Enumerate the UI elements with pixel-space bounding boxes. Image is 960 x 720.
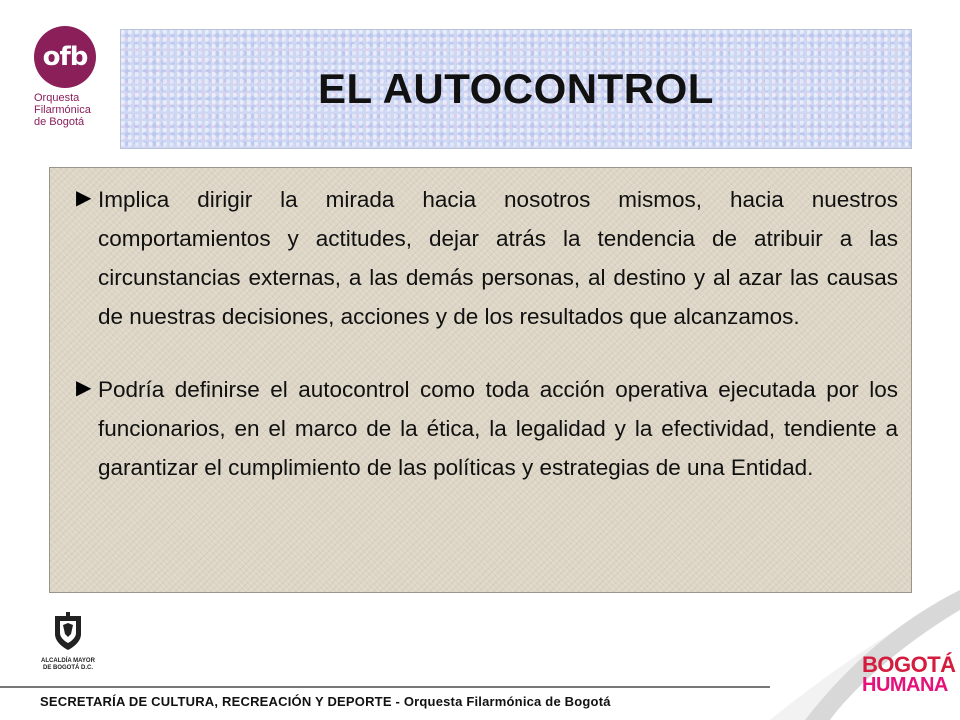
humana-word: HUMANA [862, 674, 948, 696]
footer-divider [0, 686, 770, 688]
bullet-text: Implica dirigir la mirada hacia nosotros mismos, hacia nuestros comportamientos y actitudes, dejar atrás la tendencia de atribuir a las circunstancias externas, a las demás personas, al destino y al azar las causas de nuestras decisiones, acciones y de los resultados que alcanzamos. [98, 187, 898, 329]
right-triangle-icon: ▶ [76, 187, 92, 209]
alcaldia-line1: ALCALDÍA MAYOR [41, 658, 95, 664]
bogota-word: BOGOTÁ [862, 652, 956, 677]
alcaldia-logo [38, 612, 98, 672]
ofb-logo [34, 26, 120, 128]
coat-of-arms-icon [51, 612, 85, 652]
content-panel [49, 167, 912, 593]
slide-title: EL AUTOCONTROL [318, 65, 714, 112]
title-banner [120, 29, 912, 149]
right-triangle-icon: ▶ [76, 377, 92, 399]
bullet-text: Podría definirse el autocontrol como toda acción operativa ejecutada por los funcionarios, en el marco de la ética, la legalidad y la efectividad, tendiente a garantizar el cumplimiento de las políticas y estrategias de una Entidad. [98, 377, 898, 480]
ofb-name-line1: Orquesta [34, 92, 80, 104]
ofb-name-line2: Filarmónica [34, 104, 91, 116]
alcaldia-line2: DE BOGOTÁ D.C. [42, 665, 93, 671]
bogota-humana-logo [862, 652, 956, 696]
ofb-name-line3: de Bogotá [34, 116, 85, 128]
footer-text: SECRETARÍA DE CULTURA, RECREACIÓN Y DEPORTE - Orquesta Filarmónica de Bogotá [40, 694, 611, 709]
ofb-monogram: ofb [34, 26, 96, 88]
ofb-name [34, 92, 120, 128]
bullet-item [76, 370, 898, 487]
bullet-item [76, 180, 898, 336]
